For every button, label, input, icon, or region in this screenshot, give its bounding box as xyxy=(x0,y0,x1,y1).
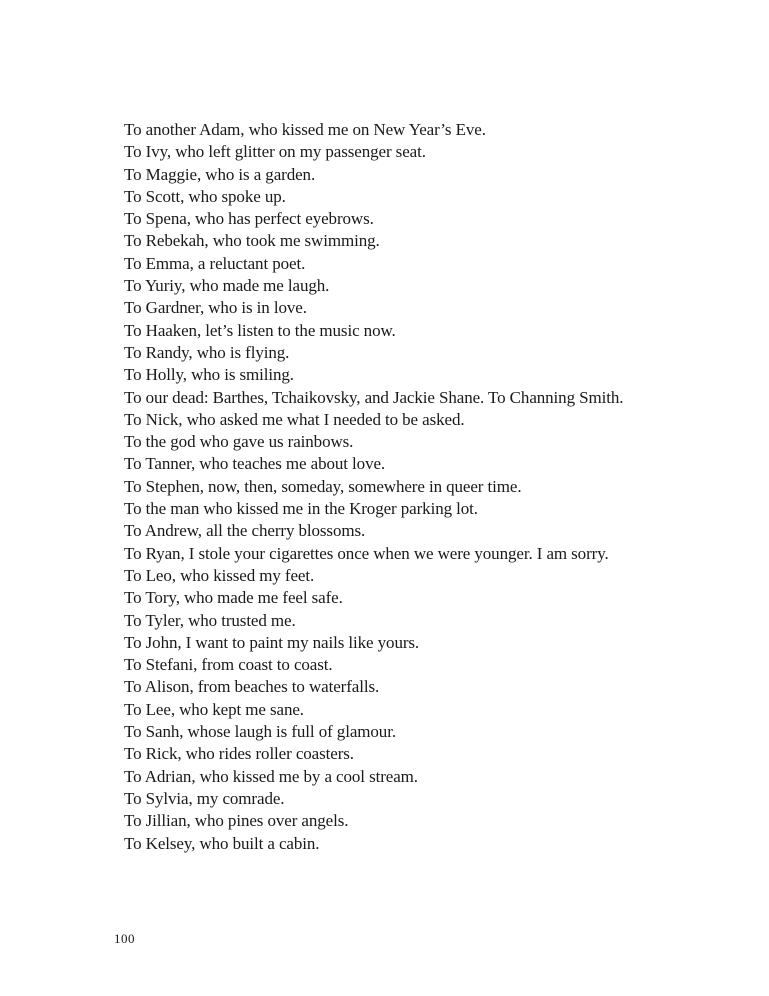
poem-line: To our dead: Barthes, Tchaikovsky, and Jackie Shane. To Channing Smith. xyxy=(124,387,624,407)
poem-line: To Rick, who rides roller coasters. xyxy=(124,744,354,764)
poem-line: To Nick, who asked me what I needed to be asked. xyxy=(124,409,465,429)
poem-line: To Ivy, who left glitter on my passenger seat. xyxy=(124,142,426,162)
poem-line: To Sylvia, my comrade. xyxy=(124,788,285,808)
poem-line: To Stefani, from coast to coast. xyxy=(124,655,333,675)
poem-line: To another Adam, who kissed me on New Year’s Eve. xyxy=(124,120,486,139)
poem-line: To Gardner, who is in love. xyxy=(124,298,307,318)
poem-line: To Leo, who kissed my feet. xyxy=(124,565,315,585)
poem-line: To Ryan, I stole your cigarettes once when we were younger. I am sorry. xyxy=(124,543,609,563)
poem-line: To Scott, who spoke up. xyxy=(124,186,286,206)
dedication-poem xyxy=(124,119,744,855)
poem-line: To Yuriy, who made me laugh. xyxy=(124,276,330,296)
poem-line: To Adrian, who kissed me by a cool stream. xyxy=(124,766,418,786)
poem-line: To Tanner, who teaches me about love. xyxy=(124,454,386,474)
poem-line: To the god who gave us rainbows. xyxy=(124,432,354,452)
page-number: 100 xyxy=(114,931,135,946)
poem-line: To Tyler, who trusted me. xyxy=(124,610,296,630)
poem-line: To John, I want to paint my nails like yours. xyxy=(124,632,420,652)
poem-line: To Rebekah, who took me swimming. xyxy=(124,231,380,251)
poem-line: To Sanh, whose laugh is full of glamour. xyxy=(124,722,396,742)
poem-line: To Emma, a reluctant poet. xyxy=(124,253,306,273)
poem-line: To Andrew, all the cherry blossoms. xyxy=(124,521,366,541)
poem-line: To Holly, who is smiling. xyxy=(124,365,294,385)
poem-line: To Tory, who made me feel safe. xyxy=(124,588,343,608)
poem-line: To Alison, from beaches to waterfalls. xyxy=(124,677,380,697)
poem-line: To Jillian, who pines over angels. xyxy=(124,811,349,831)
poem-line: To Randy, who is flying. xyxy=(124,342,290,362)
poem-line: To Lee, who kept me sane. xyxy=(124,699,304,719)
poem-line: To the man who kissed me in the Kroger parking lot. xyxy=(124,499,478,519)
poem-line: To Maggie, who is a garden. xyxy=(124,164,316,184)
poem-line: To Haaken, let’s listen to the music now. xyxy=(124,320,396,340)
poem-line: To Stephen, now, then, someday, somewhere in queer time. xyxy=(124,476,522,496)
poem-line: To Kelsey, who built a cabin. xyxy=(124,833,320,853)
poem-line: To Spena, who has perfect eyebrows. xyxy=(124,209,374,229)
